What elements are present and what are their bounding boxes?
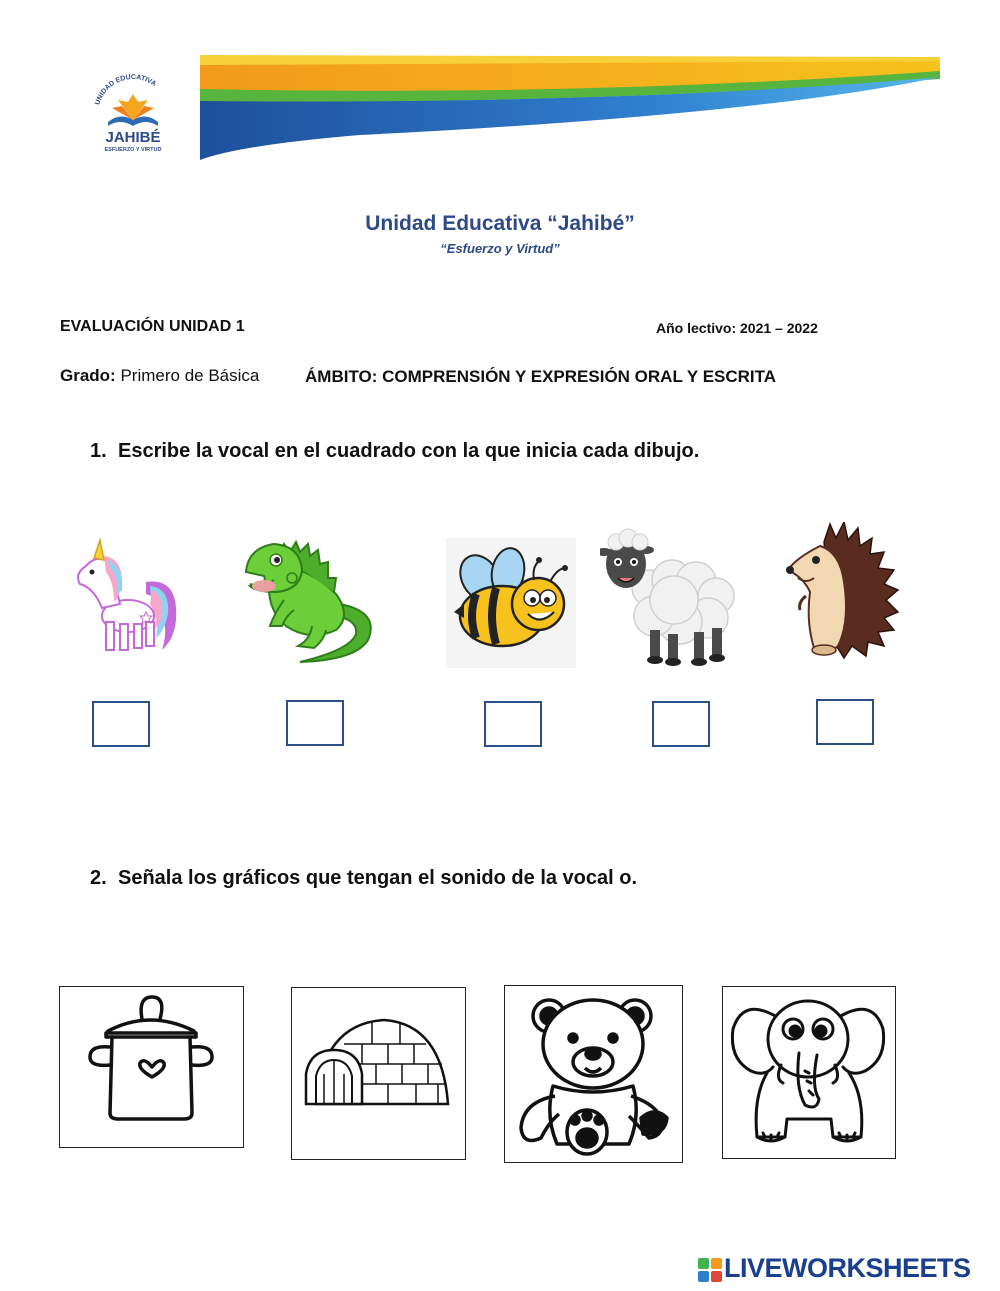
pot-option[interactable] (59, 986, 244, 1148)
sun-book-icon (108, 94, 158, 126)
answer-box-4[interactable] (652, 701, 710, 747)
teddy-bear-icon (505, 986, 681, 1161)
school-logo (88, 72, 178, 156)
ambito: ÁMBITO: COMPRENSIÓN Y EXPRESIÓN ORAL Y ESCRITA (305, 367, 777, 386)
answer-box-5[interactable] (816, 699, 874, 745)
question-2-number: 2. (90, 867, 107, 889)
elephant-icon (723, 987, 894, 1157)
school-title: Unidad Educativa “Jahibé” (365, 212, 635, 235)
grade-label: Grado: (60, 366, 116, 385)
liveworksheets-brand: LIVEWORKSHEETS (724, 1253, 971, 1283)
teddy-bear-option[interactable] (504, 985, 683, 1163)
unicorn-icon (66, 538, 182, 664)
school-motto: “Esfuerzo y Virtud” (440, 241, 560, 256)
question-1-text: Escribe la vocal en el cuadrado con la que inicia cada dibujo. (118, 440, 700, 462)
elephant-option[interactable] (722, 986, 896, 1159)
iguana-icon (240, 530, 380, 666)
hedgehog-icon (784, 522, 900, 660)
question-2-text: Señala los gráficos que tengan el sonido de la vocal o. (118, 867, 638, 889)
evaluation-title: EVALUACIÓN UNIDAD 1 (60, 318, 245, 335)
question-1-number: 1. (90, 440, 107, 462)
header-banner (200, 55, 940, 165)
svg-text:UNIDAD EDUCATIVA (94, 74, 157, 106)
grade-value: Primero de Básica (120, 366, 260, 385)
answer-box-3[interactable] (484, 701, 542, 747)
igloo-icon (292, 988, 464, 1158)
bee-icon (446, 538, 576, 668)
question-1 (90, 440, 699, 463)
grade-line (60, 366, 259, 386)
answer-box-2[interactable] (286, 700, 344, 746)
logo-arc-text: UNIDAD EDUCATIVA (94, 73, 158, 106)
liveworksheets-logo-icon (698, 1258, 722, 1282)
question-2 (90, 867, 637, 890)
answer-box-1[interactable] (92, 701, 150, 747)
pot-icon (60, 987, 242, 1145)
sheep-icon (600, 524, 744, 668)
igloo-option[interactable] (291, 987, 466, 1160)
logo-motto: ESFUERZO Y VIRTUD (104, 147, 162, 153)
logo-school-name: JAHIBÉ (105, 129, 161, 146)
school-year: Año lectivo: 2021 – 2022 (656, 320, 818, 336)
